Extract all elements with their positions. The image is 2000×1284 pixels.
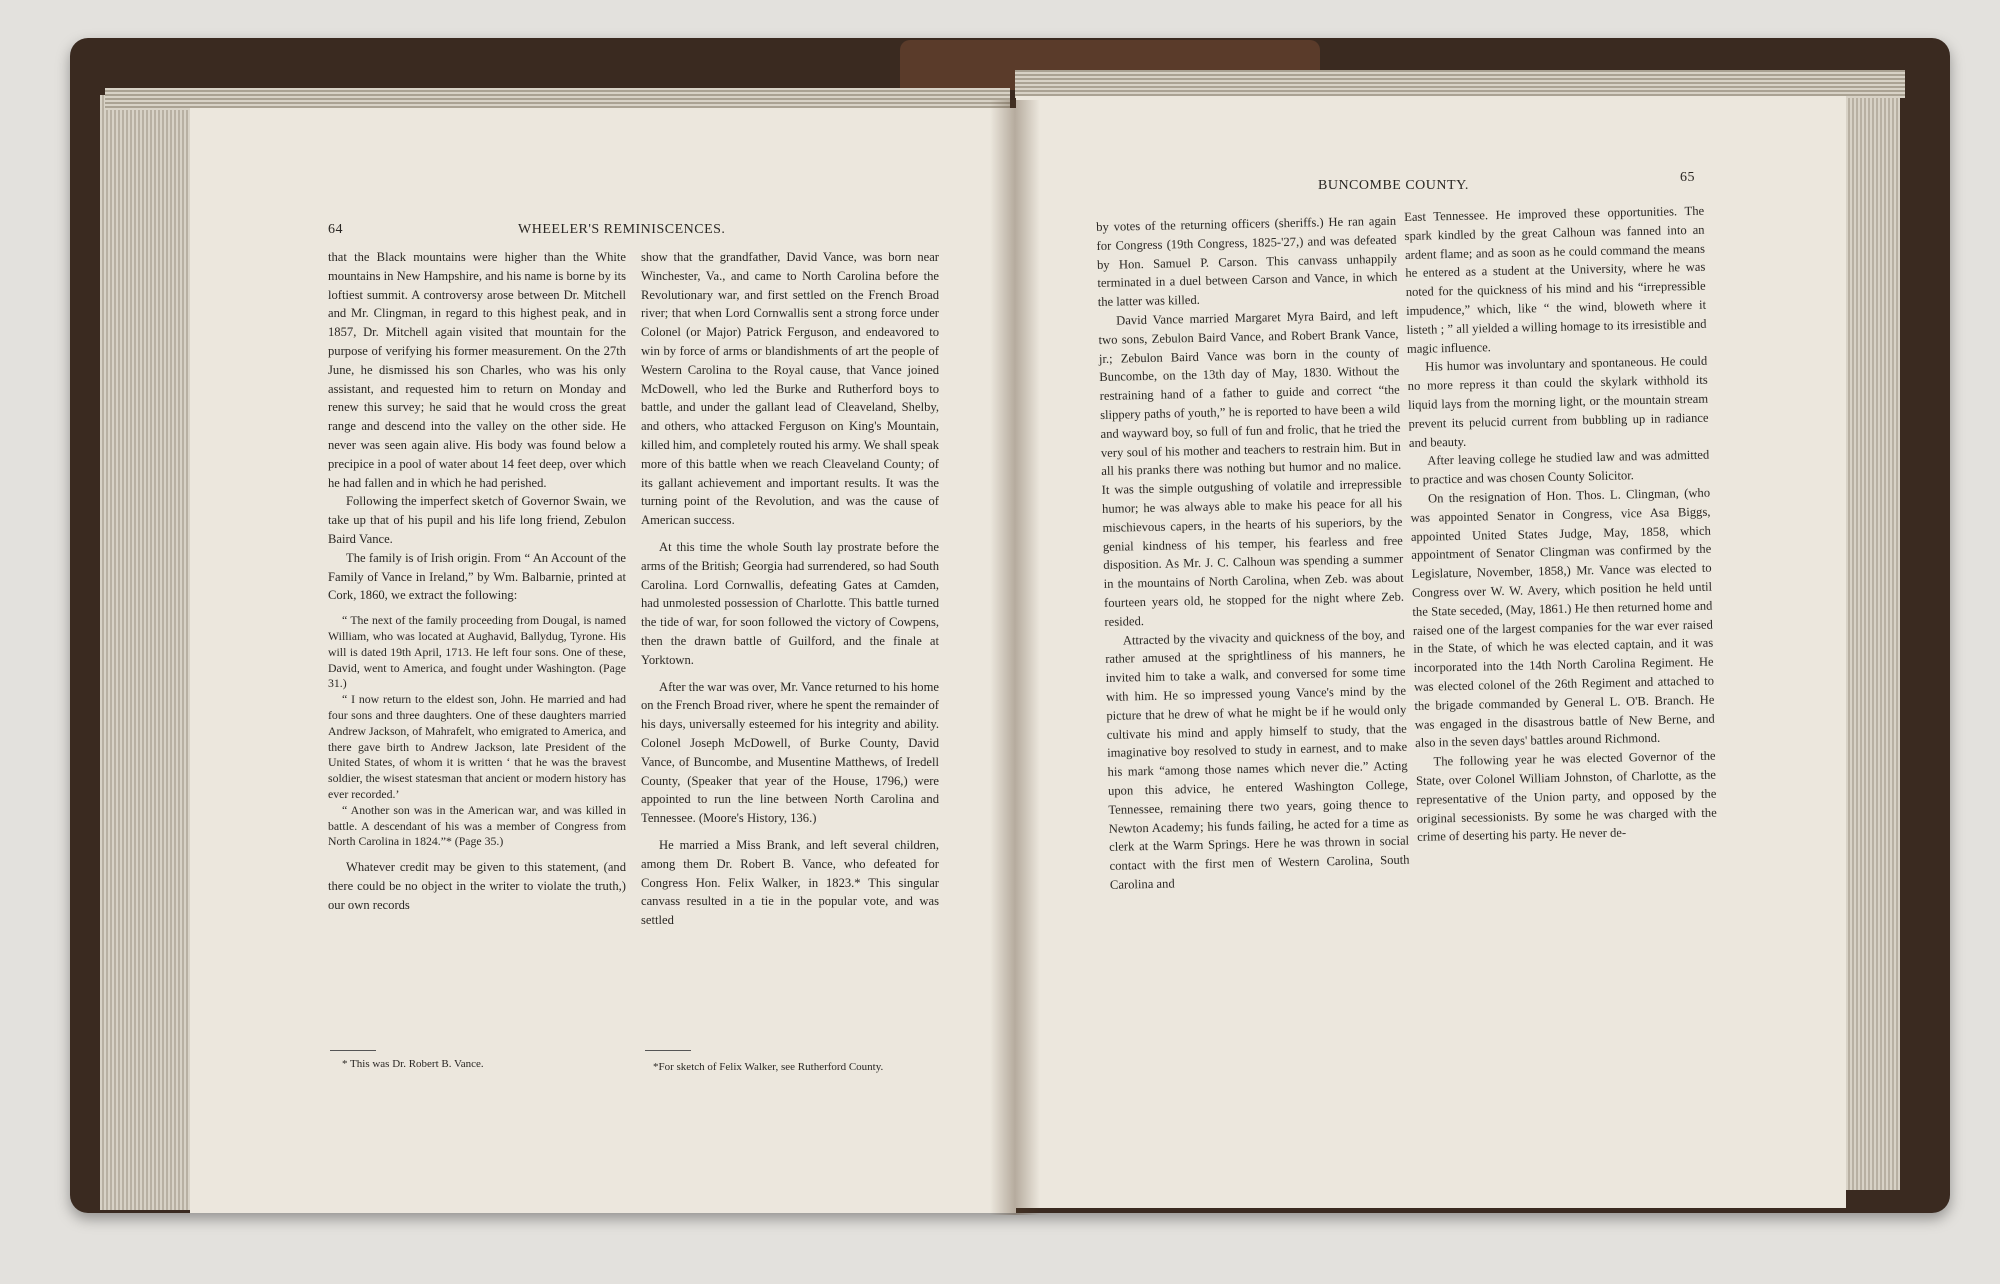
page-edges-left	[100, 95, 190, 1210]
page-edges-top-left	[105, 88, 1010, 110]
block-quote: “ The next of the family proceeding from Dougal, is named William, who was located at Aughavid, Ballydug, Tyrone. His will is dated 19th April, 1713. He left four sons. One of these, David, went to America, and fought under Washington. (Page 31.)	[328, 613, 626, 691]
left-page-column-2	[641, 248, 939, 930]
book-gutter	[990, 100, 1040, 1215]
right-page-column-1	[1096, 212, 1410, 895]
footnote-rule	[645, 1050, 691, 1051]
footnote-rule	[330, 1050, 376, 1051]
left-footnote-1: * This was Dr. Robert B. Vance.	[342, 1058, 484, 1070]
paragraph: Whatever credit may be given to this statement, (and there could be no object in the writer to violate the truth,) our own records	[328, 860, 626, 912]
paragraph: Attracted by the vivacity and quickness of the boy, and rather amused at the sprightliness of his manners, he invited him to take a walk, and conversed for some time with him. He so impressed young Vance's mind by the picture that he drew of what he might be if he would only cultivate his mind and apply himself to study, that the imaginative boy resolved to study in earnest, and to make his mark “among those names which never die.” Acting upon this advice, he entered Washington College, Tennessee, remaining there two years, going thence to Newton Academy; his funds failing, he acted for a time as clerk at the Warm Springs. Here he was thrown in social contact with the first men of Western Carolina, South Carolina and	[1105, 627, 1410, 892]
paragraph: On the resignation of Hon. Thos. L. Clingman, (who was appointed Senator in Congress, vice Asa Biggs, appointed United States Judge, May, 1858, which appointment of Senator Clingman was confirmed by the Legislature, November, 1858,) Mr. Vance was elected to Congress over W. W. Avery, which position he held until the State seceded, (May, 1861.) He then returned home and raised one of the largest companies for the war ever raised in the State, of which he was elected captain, and it was incorporated into the 14th North Carolina Regiment. He was elected colonel of the 26th Regiment and attached to the brigade commanded by General L. O'B. Branch. He was engaged in the disastrous battle of New Berne, and also in the seven days' battles around Richmond.	[1410, 485, 1715, 751]
paragraph: After leaving college he studied law and was admitted to practice and was chosen County Solicitor.	[1409, 448, 1710, 488]
left-page-number: 64	[328, 222, 343, 237]
paragraph: The family is of Irish origin. From “ An Account of the Family of Vance in Ireland,” by Wm. Balbarnie, printed at Cork, 1860, we extract the following:	[328, 550, 626, 603]
left-page-column-1	[328, 248, 626, 914]
paragraph: by votes of the returning officers (sheriffs.) He ran again for Congress (19th Congress, 1825-'27,) and was defeated by Hon. Samuel P. Carson. This canvass unhappily terminated in a duel between Carson and Vance, in which the latter was killed.	[1096, 213, 1398, 310]
paragraph: East Tennessee. He improved these opportunities. The spark kindled by the great Calhoun was fanned into an ardent flame; and as soon as he could command the means he entered as a student at the University, where he was noted for the quickness of his mind and his “irrepressible impudence,” which, like “ the wind, bloweth where it listeth ; ” all yielded a willing homage to its irresistible and magic influence.	[1404, 203, 1707, 356]
right-page-column-2	[1404, 202, 1717, 847]
paragraph: Following the imperfect sketch of Governor Swain, we take up that of his pupil and his life long friend, Zebulon Baird Vance.	[328, 494, 626, 546]
left-running-head: WHEELER'S REMINISCENCES.	[518, 222, 726, 237]
left-footnote-2: *For sketch of Felix Walker, see Rutherford County.	[653, 1061, 884, 1073]
block-quote: “ I now return to the eldest son, John. He married and had four sons and three daughters. One of these daughters married Andrew Jackson, of Mahrafelt, who emigrated to America, and there gave birth to Andrew Jackson, late President of the United States, of whom it is written ‘ that he was the bravest soldier, the wisest statesman that ancient or modern history has ever recorded.’	[328, 692, 626, 801]
right-running-head: BUNCOMBE COUNTY.	[1318, 178, 1469, 193]
paragraph: After the war was over, Mr. Vance returned to his home on the French Broad river, where he spent the remainder of his days, universally esteemed for his integrity and ability. Colonel Joseph McDowell, of Burke County, David Vance, of Buncombe, and Musentine Matthews, of Iredell County, (Speaker that year of the House, 1796,) were appointed to run the line between North Carolina and Tennessee. (Moore's History, 136.)	[641, 679, 939, 826]
block-quote: “ Another son was in the American war, and was killed in battle. A descendant of his was a member of Congress from North Carolina in 1824.”* (Page 35.)	[328, 802, 626, 849]
paragraph: He married a Miss Brank, and left several children, among them Dr. Robert B. Vance, who defeated for Congress Hon. Felix Walker, in 1823.* This singular canvass resulted in a tie in the popular vote, and was settled	[641, 837, 939, 928]
page-edges-top-right	[1015, 70, 1905, 98]
paragraph: His humor was involuntary and spontaneous. He could no more repress it than could the skylark withhold its liquid lays from the morning light, or the mountain stream prevent its pelucid current from bubbling up in radiance and beauty.	[1407, 354, 1709, 450]
paragraph: that the Black mountains were higher than the White mountains in New Hampshire, and his name is borne by its loftiest summit. A controversy arose between Dr. Mitchell and Mr. Clingman, in regard to this highest peak, and in 1857, Dr. Mitchell again visited that mountain for the purpose of verifying his former measurement. On the 27th June, he dismissed his son Charles, who was his only assistant, and requested him to return on Monday and renew this survey; he said that he would cross the great range and descend into the valley on the other side. He never was seen again alive. His body was found below a precipice in a pool of water about 14 feet deep, over which he had fallen and in which he had perished.	[328, 250, 626, 490]
paragraph: David Vance married Margaret Myra Baird, and left two sons, Zebulon Baird Vance, and Robert Brank Vance, jr.; Zebulon Baird Vance was born in the county of Buncombe, on the 13th day of May, 1830. Without the restraining hand of a father to guide and correct “the slippery paths of youth,” he is reported to have been a wild and wayward boy, so full of fun and frolic, that he tried the very soul of his mother and teachers to restrain him. But in all his pranks there was nothing but humor and no malice. It was the simple outgushing of volatile and irrepressible humor; he was always able to make his peace for all his mischievous capers, in the hearts of his superiors, by the genial kindness of his temper, his fearless and free disposition. As Mr. J. C. Calhoun was spending a summer in the mountains of North Carolina, when Zeb. was about fourteen years old, he stopped for the night where Zeb. resided.	[1098, 307, 1405, 629]
paragraph: At this time the whole South lay prostrate before the arms of the British; Georgia had surrendered, so had South Carolina. Lord Cornwallis, defeating Gates at Camden, had unmolested possession of Charlotte. This battle turned the tide of war, for soon followed the victory of Cowpens, then the drawn battle of Guilford, and the finale at Yorktown.	[641, 539, 939, 667]
paragraph: The following year he was elected Governor of the State, over Colonel William Johnston, of Charlotte, as the representative of the Union party, and opposed by the original secessionists. By some he was charged with the crime of deserting his party. He never de-	[1415, 748, 1717, 845]
right-page-number: 65	[1680, 170, 1695, 185]
paragraph: show that the grandfather, David Vance, was born near Winchester, Va., and came to North Carolina before the Revolutionary war, and first settled on the French Broad river; that when Lord Cornwallis sent a strong force under Colonel (or Major) Patrick Ferguson, and endeavored to win by force of arms or blandishments of art the people of Western Carolina to the Royal cause, that Vance joined McDowell, who led the Burke and Rutherford boys to battle, and under the gallant lead of Cleaveland, Shelby, and others, who attacked Ferguson on King's Mountain, killed him, and completely routed his army. We shall speak more of this battle when we reach Cleaveland County; of its gallant achievement and important results. It was the turning point of the Revolution, and was the cause of American success.	[641, 250, 939, 528]
